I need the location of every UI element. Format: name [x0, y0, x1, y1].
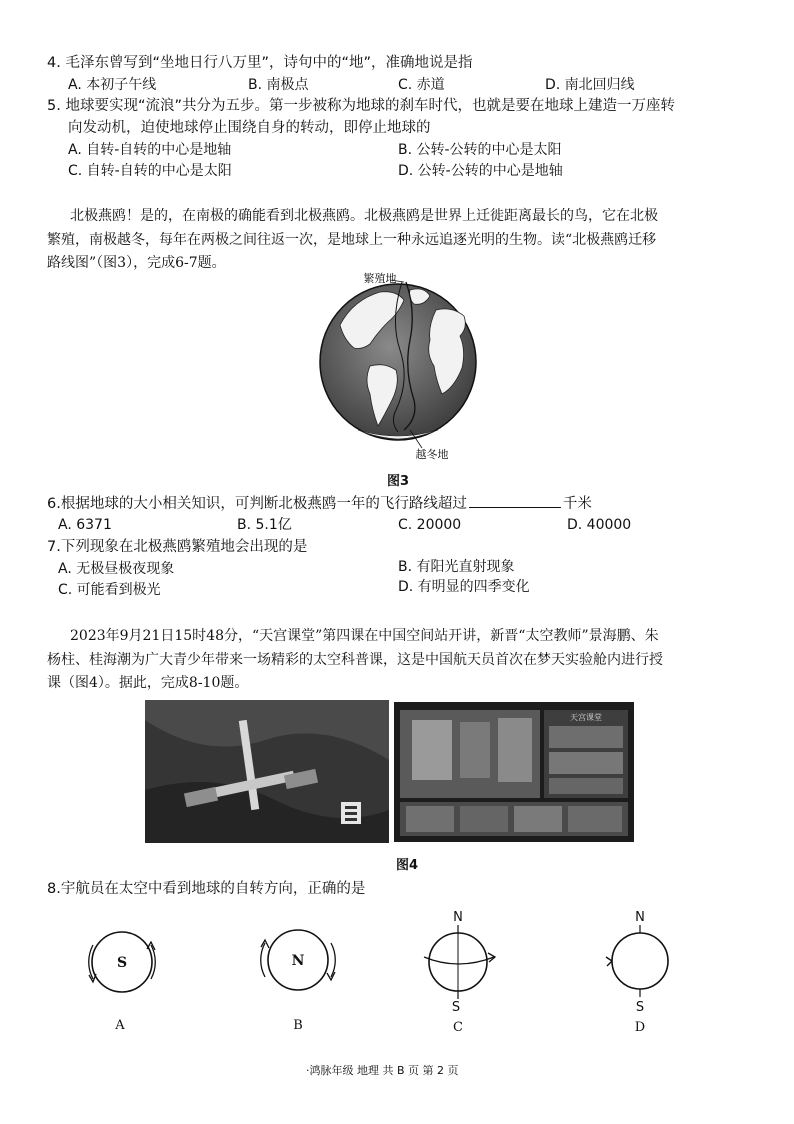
rotation-diagram-d — [596, 905, 686, 1035]
q6-stem — [47, 493, 592, 514]
figure3-caption: 图3 — [387, 474, 410, 489]
rotation-diagram-b — [253, 925, 343, 1035]
q7-option-b: B. 有阳光直射现象 — [398, 559, 515, 575]
passage2-line1: 2023年9月21日15时48分，“天宫课堂”第四课在中国空间站开讲，新晋“太空教师”景海鹏、朱 — [70, 628, 659, 644]
rotation-arrow-arc — [424, 957, 494, 964]
pole-label-s: S — [116, 955, 128, 971]
q5-stem-line1: 5. 地球要实现“流浪”共分为五步。第一步被称为地球的刹车时代，也就是要在地球上建造一万座转 — [47, 98, 675, 114]
q6-option-c: C. 20000 — [398, 517, 462, 533]
q8-diagram-a — [75, 925, 165, 1035]
rotation-arrow-head — [606, 957, 612, 966]
label-breeding-ground: 繁殖地 — [363, 272, 397, 285]
passage1-line3: 路线图”（图3），完成6-7题。 — [47, 255, 226, 271]
arrow-arc-left — [261, 943, 265, 977]
q5-option-d: D. 公转-公转的中心是地轴 — [398, 163, 563, 179]
passage1-line2: 繁殖，南极越冬，每年在两极之间往返一次，是地球上一种永远追逐光明的生物。读“北极燕鸥迁移 — [47, 232, 657, 248]
q4-option-a: A. 本初子午线 — [68, 77, 157, 93]
rotation-diagram-a — [75, 925, 165, 1035]
figure4-caption: 图4 — [396, 858, 419, 873]
figure3-migration-globe — [318, 270, 488, 465]
page-footer: ·鸿脉年级 地理 共 B 页 第 2 页 — [306, 1064, 459, 1077]
pole-label-n: N — [453, 910, 463, 925]
photo-classroom-broadcast — [394, 702, 634, 842]
space-station-image — [145, 700, 389, 843]
classroom-broadcast-image — [394, 702, 634, 842]
label-wintering-ground: 越冬地 — [415, 448, 449, 461]
pole-label-n: N — [291, 953, 305, 969]
q8-diagram-d — [596, 905, 686, 1035]
q5-option-b: B. 公转-公转的中心是太阳 — [398, 142, 562, 158]
q8-diagram-c — [414, 905, 504, 1035]
pole-label-s: S — [451, 1000, 461, 1015]
option-letter-c: C — [453, 1020, 463, 1035]
q7-option-a: A. 无极昼极夜现象 — [58, 561, 175, 577]
q5-option-a: A. 自转-自转的中心是地轴 — [68, 142, 232, 158]
q4-option-d: D. 南北回归线 — [545, 77, 635, 93]
pole-label-s: S — [635, 1000, 645, 1015]
q6-answer-blank[interactable] — [469, 493, 561, 508]
q7-option-d: D. 有明显的四季变化 — [398, 579, 530, 595]
q5-option-c: C. 自转-自转的中心是太阳 — [68, 163, 232, 179]
q6-option-a: A. 6371 — [58, 517, 112, 533]
q6-option-b: B. 5.1亿 — [237, 517, 292, 533]
q6-stem-after: 千米 — [562, 496, 592, 512]
rotation-diagram-c — [414, 905, 504, 1035]
option-letter-d: D — [634, 1020, 646, 1035]
q6-option-d: D. 40000 — [567, 517, 632, 533]
broadcast-title: 天宫课堂 — [570, 713, 602, 722]
q4-option-b: B. 南极点 — [248, 77, 309, 93]
q4-option-c: C. 赤道 — [398, 77, 445, 93]
pole-label-n: N — [635, 910, 645, 925]
q8-diagram-b — [253, 925, 343, 1035]
option-letter-b: B — [293, 1018, 303, 1033]
passage2-line3: 课（图4）。据此，完成8-10题。 — [47, 675, 249, 691]
q7-option-c: C. 可能看到极光 — [58, 582, 161, 598]
q8-stem: 8.宇航员在太空中看到地球的自转方向，正确的是 — [47, 881, 366, 897]
q4-stem: 4. 毛泽东曾写到“坐地日行八万里”，诗句中的“地”，准确地说是指 — [47, 55, 473, 71]
passage2-line2: 杨柱、桂海潮为广大青少年带来一场精彩的太空科普课，这是中国航天员首次在梦天实验舱内进行授 — [47, 652, 663, 668]
q6-stem-before: 6.根据地球的大小相关知识，可判断北极燕鸥一年的飞行路线超过 — [47, 496, 467, 512]
q7-stem: 7.下列现象在北极燕鸥繁殖地会出现的是 — [47, 539, 308, 555]
option-letter-a: A — [115, 1018, 125, 1033]
earth-circle — [612, 933, 668, 989]
globe-illustration — [318, 270, 488, 465]
passage1-line1: 北极燕鸥！是的，在南极的确能看到北极燕鸥。北极燕鸥是世界上迁徙距离最长的鸟，它在北极 — [70, 208, 658, 224]
photo-space-station — [145, 700, 389, 843]
q5-stem-line2: 向发动机，迫使地球停止围绕自身的转动，即停止地球的 — [68, 120, 431, 136]
